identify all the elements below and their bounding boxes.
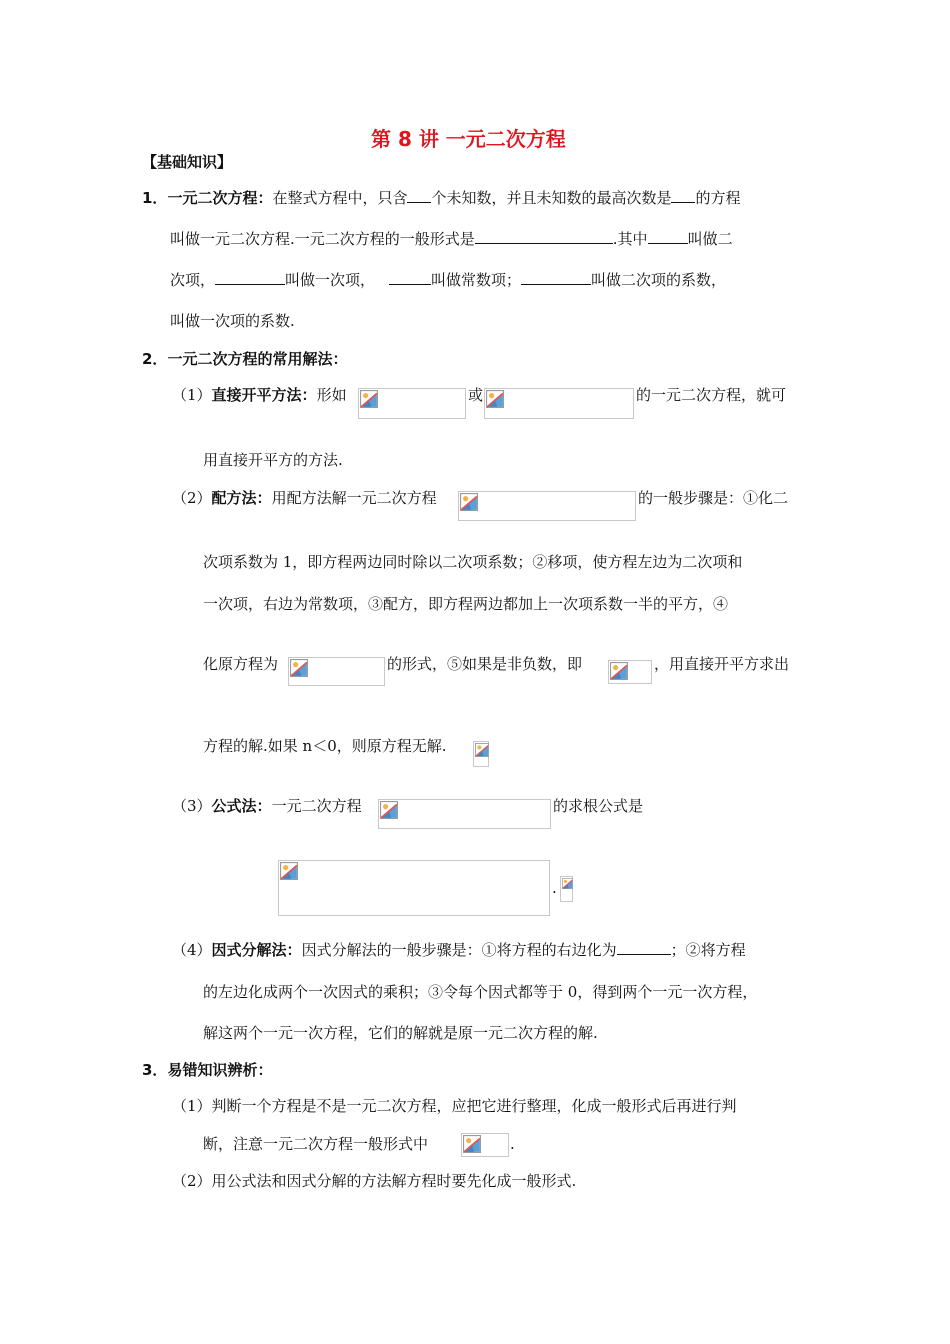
blank: [389, 270, 431, 285]
broken-image-icon: [380, 801, 398, 819]
m1-prefix: [172, 385, 347, 405]
s3-text: （2）用公式法和因式分解的方法解方程时要先化成一般形式.: [172, 1172, 577, 1190]
page-title: 第 8 讲 一元二次方程: [371, 127, 566, 151]
s3-text: .: [510, 1135, 515, 1153]
formula-image: [378, 799, 551, 829]
formula-image: [473, 741, 489, 767]
broken-image-icon: [610, 662, 628, 680]
m2-label: 配方法：: [211, 489, 272, 507]
broken-image-icon: [486, 390, 504, 408]
s3-text: 断，注意一元二次方程一般形式中: [203, 1135, 429, 1153]
s3-heading: [142, 1060, 272, 1080]
blank: [671, 188, 695, 203]
blank: [648, 229, 688, 244]
m4-text: 的左边化成两个一次因式的乘积；③令每个因式都等于 0，得到两个一元一次方程，: [203, 983, 758, 1001]
m4-label: 因式分解法：: [211, 941, 302, 959]
m4-text: ；②将方程: [670, 941, 746, 959]
broken-image-icon: [475, 743, 489, 757]
m3-text: 的求根公式是: [553, 797, 644, 815]
s1-text: 在整式方程中，只含: [272, 189, 408, 207]
m4-text: 解这两个一元一次方程，它们的解就是原一元二次方程的解.: [203, 1024, 598, 1042]
s1-text: 个未知数，并且未知数的最高次数是: [431, 189, 672, 207]
m2-text: 一次项，右边为常数项，③配方，即方程两边都加上一次项系数一半的平方，④: [203, 595, 729, 613]
broken-image-icon: [290, 659, 308, 677]
m2-prefix: [172, 488, 437, 508]
m3-num: （3）: [172, 797, 212, 815]
broken-image-icon: [562, 878, 573, 889]
blank: [521, 270, 591, 285]
blank: [407, 188, 431, 203]
formula-image: [288, 657, 385, 686]
s1-num: 1．: [142, 189, 168, 207]
m4-num: （4）: [172, 941, 212, 959]
m1-text: 形如: [316, 386, 347, 404]
formula-image: [560, 876, 573, 902]
m2-text: 方程的解.如果 n＜0，则原方程无解.: [203, 737, 447, 755]
s1-line4: 叫做一次项的系数.: [170, 312, 295, 330]
m2-text: 的一般步骤是：①化二: [638, 489, 789, 507]
m3-text: 一元二次方程: [271, 797, 362, 815]
s2-heading: [142, 349, 347, 369]
s1-line2: [170, 229, 733, 249]
s3-num: 3．: [142, 1061, 168, 1079]
broken-image-icon: [460, 493, 478, 511]
m2-text: 用配方法解一元二次方程: [271, 489, 437, 507]
formula-image: [461, 1133, 509, 1157]
blank: [475, 229, 613, 244]
m3-text: .: [552, 879, 557, 897]
m1-text: 或: [468, 386, 484, 404]
m1-text: 用直接开平方的方法.: [203, 451, 343, 469]
broken-image-icon: [463, 1135, 481, 1153]
s1-line3: [170, 270, 726, 290]
formula-image: [484, 388, 634, 419]
broken-image-icon: [360, 390, 378, 408]
m3-label: 公式法：: [211, 797, 272, 815]
m2-text: 次项系数为 1，即方程两边同时除以二次项系数；②移项，使方程左边为二次项和: [203, 553, 743, 571]
broken-image-icon: [280, 862, 298, 880]
s3-text: （1）判断一个方程是不是一元二次方程，应把它进行整理，化成一般形式后再进行判: [172, 1097, 737, 1115]
s2-label: 一元二次方程的常用解法：: [167, 350, 348, 368]
s1-text: .其中: [612, 230, 648, 248]
m2-text: 的形式，⑤如果是非负数，即: [387, 655, 583, 673]
m2-num: （2）: [172, 489, 212, 507]
m1-num: （1）: [172, 386, 212, 404]
m1-text: 的一元二次方程，就可: [636, 386, 787, 404]
blank: [617, 940, 671, 955]
m4-line1: [172, 940, 746, 960]
s1-label: 一元二次方程：: [167, 189, 273, 207]
s2-num: 2．: [142, 350, 168, 368]
blank: [215, 270, 285, 285]
formula-image: [608, 660, 652, 684]
formula-image: [358, 388, 466, 419]
m2-text: 化原方程为: [203, 655, 279, 673]
s1-text: 的方程: [695, 189, 741, 207]
s1-text: 叫做一元二次方程.一元二次方程的一般形式是: [170, 230, 475, 248]
m1-label: 直接开平方法：: [211, 386, 317, 404]
m3-prefix: [172, 796, 362, 816]
m2-text: ，用直接开平方求出: [654, 655, 790, 673]
quadratic-formula-image: [278, 860, 550, 916]
s1-text: 叫做二: [687, 230, 733, 248]
s1-text: 叫做二次项的系数，: [591, 271, 727, 289]
s1-text: 次项，: [170, 271, 216, 289]
s1-line1: [142, 188, 741, 208]
formula-image: [458, 491, 636, 521]
s1-text: 叫做一次项，: [285, 271, 376, 289]
s3-label: 易错知识辨析：: [167, 1061, 273, 1079]
m4-text: 因式分解法的一般步骤是：①将方程的右边化为: [301, 941, 617, 959]
s1-text: 叫做常数项；: [431, 271, 522, 289]
section-header: 【基础知识】: [142, 153, 233, 171]
